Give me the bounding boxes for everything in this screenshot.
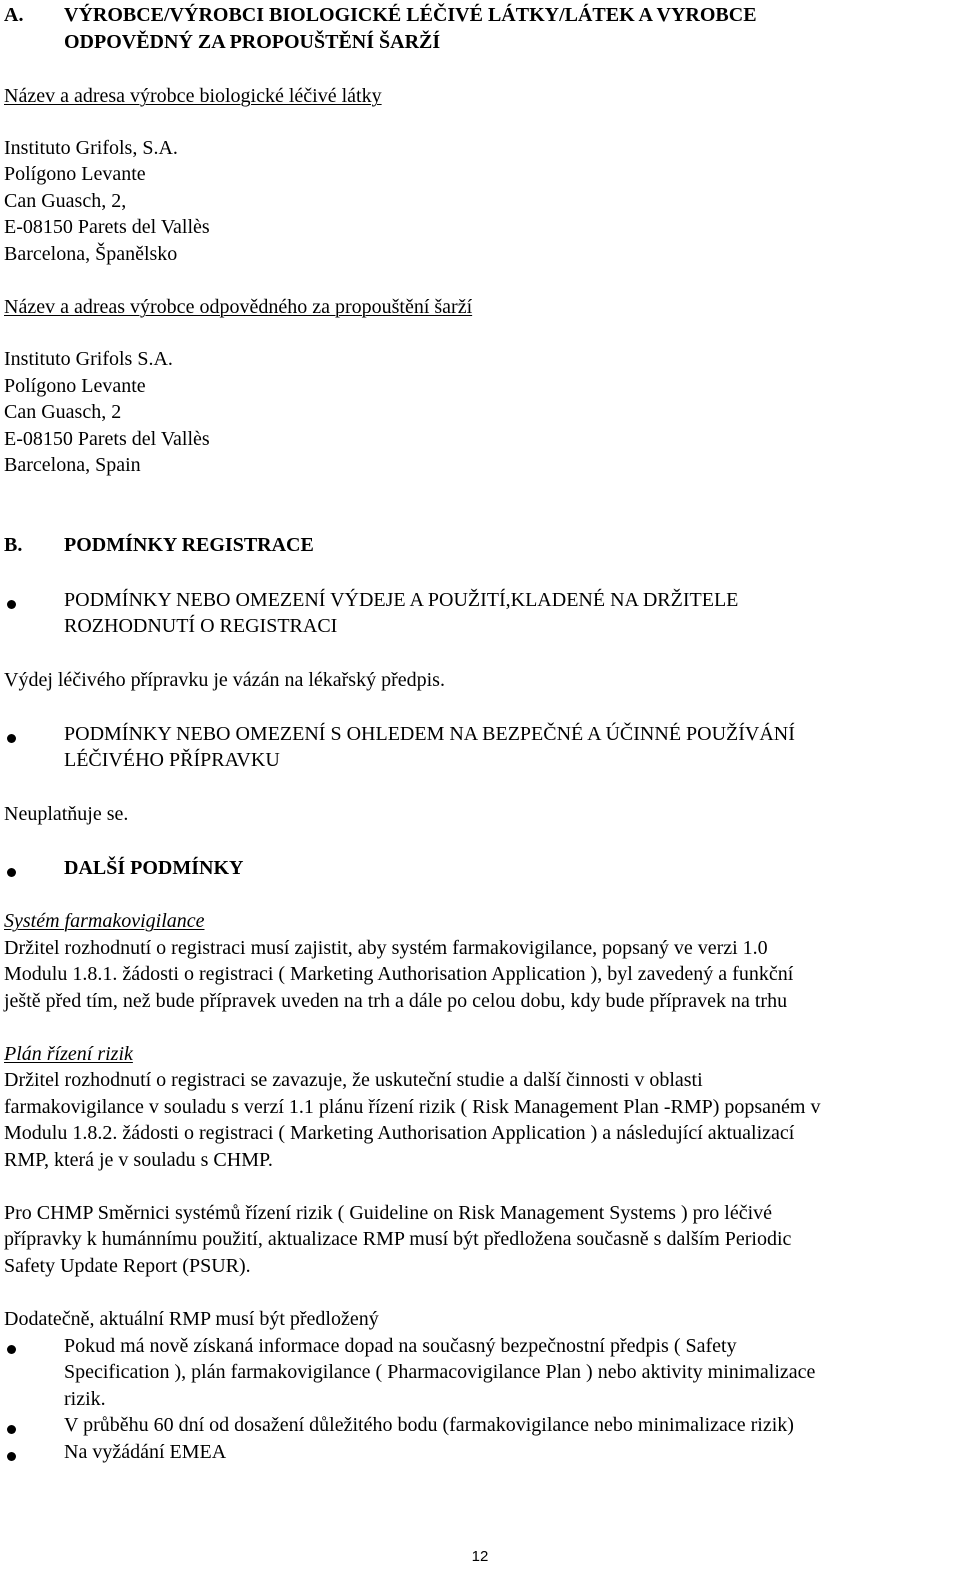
additional-bullet-line: Pokud má nově získaná informace dopad na současný bezpečnostní předpis ( Safety [64,1335,737,1357]
item2-heading-line2: LÉČIVÉHO PŘÍPRAVKU [64,749,280,771]
item2-heading-line1: PODMÍNKY NEBO OMEZENÍ S OHLEDEM NA BEZPEČNÉ A ÚČINNÉ POUŽÍVÁNÍ [64,723,795,745]
section-b-title: B. PODMÍNKY REGISTRACE [4,534,314,556]
manufacturer-heading: Název a adresa výrobce biologické léčivé látky [4,85,382,107]
release-address-line: Can Guasch, 2 [4,401,122,423]
additional-bullet-line: Specification ), plán farmakovigilance ( Pharmacovigilance Plan ) nebo aktivity minimalizace [64,1361,816,1383]
chmp-text-line: Pro CHMP Směrnici systémů řízení rizik ( Guideline on Risk Management Systems ) pro léčivé [4,1202,773,1224]
section-a-letter: A. [4,4,24,26]
manufacturer-address-line: Instituto Grifols, S.A. [4,137,178,159]
pv-text-line: Modulu 1.8.1. žádosti o registraci ( Marketing Authorisation Application ), byl zavedený a funkční [4,963,794,985]
rmp-text-line: Modulu 1.8.2. žádosti o registraci ( Marketing Authorisation Application ) a následující aktualizací [4,1122,795,1144]
additional-heading: Dodatečně, aktuální RMP musí být předložený [4,1308,379,1330]
release-address-line: Barcelona, Spain [4,454,141,476]
release-address-line: E-08150 Parets del Vallès [4,428,210,450]
bullet-icon [7,1345,16,1354]
rmp-heading: Plán řízení rizik [4,1043,133,1065]
bullet-icon [7,734,16,743]
bullet-icon [7,868,16,877]
section-a-title-line2: ODPOVĚDNÝ ZA PROPOUŠTĚNÍ ŠARŽÍ [64,31,441,53]
chmp-text-line: přípravky k humánnímu použití, aktualizace RMP musí být předložena současně s dalším Periodic [4,1228,792,1250]
rmp-text-line: RMP, která je v souladu s CHMP. [4,1149,273,1171]
item3-heading: DALŠÍ PODMÍNKY [64,857,244,879]
manufacturer-address-line: Barcelona, Španělsko [4,243,178,265]
release-address-line: Polígono Levante [4,375,146,397]
section-a-title-line1: A. VÝROBCE/VÝROBCI BIOLOGICKÉ LÉČIVÉ LÁTKY/LÁTEK A VYROBCE [4,4,757,26]
additional-bullet-line: rizik. [64,1388,106,1410]
additional-bullet-line: Na vyžádání EMEA [64,1441,227,1463]
item1-text: Výdej léčivého přípravku je vázán na lékařský předpis. [4,669,445,691]
additional-bullet-line: V průběhu 60 dní od dosažení důležitého bodu (farmakovigilance nebo minimalizace rizik) [64,1414,794,1436]
manufacturer-address-line: E-08150 Parets del Vallès [4,216,210,238]
bullet-icon [7,600,16,609]
rmp-text-line: Držitel rozhodnutí o registraci se zavazuje, že uskuteční studie a další činnosti v oblasti [4,1069,703,1091]
item1-heading-line2: ROZHODNUTÍ O REGISTRACI [64,615,338,637]
bullet-icon [7,1425,16,1434]
pv-text-line: ještě před tím, než bude přípravek uveden na trh a dále po celou dobu, kdy bude přípravek na trhu [4,990,788,1012]
page-number: 12 [471,1548,489,1565]
rmp-text-line: farmakovigilance v souladu s verzí 1.1 plánu řízení rizik ( Risk Management Plan -RMP) popsaném v [4,1096,821,1118]
item2-text: Neuplatňuje se. [4,803,129,825]
bullet-icon [7,1452,16,1461]
manufacturer-address-line: Can Guasch, 2, [4,190,127,212]
item1-heading-line1: PODMÍNKY NEBO OMEZENÍ VÝDEJE A POUŽITÍ,KLADENÉ NA DRŽITELE [64,589,739,611]
pv-heading: Systém farmakovigilance [4,910,205,932]
release-heading: Název a adreas výrobce odpovědného za propouštění šarží [4,296,473,318]
chmp-text-line: Safety Update Report (PSUR). [4,1255,251,1277]
manufacturer-address-line: Polígono Levante [4,163,146,185]
release-address-line: Instituto Grifols S.A. [4,348,173,370]
section-b-letter: B. [4,534,23,556]
pv-text-line: Držitel rozhodnutí o registraci musí zajistit, aby systém farmakovigilance, popsaný ve verzi 1.0 [4,937,768,959]
